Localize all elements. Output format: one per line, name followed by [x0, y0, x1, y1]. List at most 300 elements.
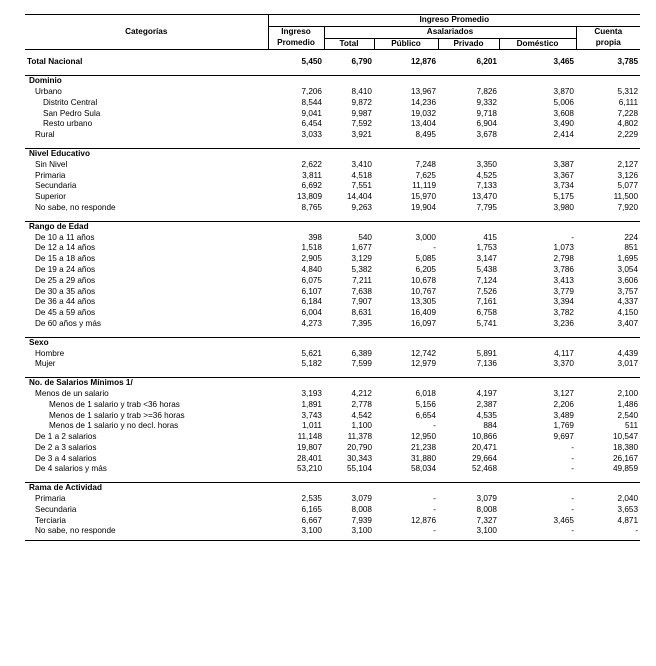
cell-privado: 7,795	[476, 202, 497, 212]
table-row	[25, 119, 640, 130]
cell-privado: 5,891	[476, 348, 497, 358]
table-row	[25, 494, 640, 505]
cell-total: 4,542	[351, 410, 372, 420]
cell-publico: 16,097	[410, 318, 436, 328]
cell-domestico: -	[571, 526, 574, 536]
section-header-row	[25, 221, 640, 232]
cell-cuenta-propia: 2,229	[617, 130, 639, 140]
cell-cuenta-propia: 18,380	[613, 442, 639, 452]
row-label: Secundaria	[35, 181, 77, 191]
table-row	[25, 400, 640, 411]
cell-domestico: 3,370	[553, 359, 574, 369]
cell-cuenta-propia: 224	[624, 232, 639, 242]
cell-cuenta-propia: 2,127	[617, 159, 639, 169]
section-title: Rango de Edad	[25, 221, 268, 232]
cell-total: 7,395	[351, 318, 372, 328]
row-label: De 30 a 35 años	[35, 286, 96, 296]
cell-cuenta-propia: 4,439	[617, 348, 639, 358]
table-row	[25, 287, 640, 298]
cell-publico: 6,654	[415, 410, 436, 420]
cell-privado: 7,826	[476, 86, 497, 96]
cell-cuenta-propia: 5,312	[617, 86, 639, 96]
row-label: De 12 a 14 años	[35, 243, 96, 253]
table-row	[25, 243, 640, 254]
table-row	[25, 389, 640, 400]
row-label: De 15 a 18 años	[35, 254, 96, 264]
cell-publico: 19,904	[410, 202, 436, 212]
cell-total: 4,518	[351, 170, 372, 180]
cell-publico: 3,000	[415, 232, 436, 242]
cell-domestico: 3,413	[553, 275, 574, 285]
table-row	[25, 359, 640, 370]
row-label: Urbano	[35, 86, 62, 96]
table-header	[25, 15, 640, 50]
cell-privado: 7,526	[476, 286, 497, 296]
cell-ingreso-promedio: 8,765	[301, 202, 322, 212]
cell-publico: 8,495	[415, 130, 436, 140]
cell-domestico: 3,786	[553, 264, 574, 274]
cell-cuenta-propia: 4,802	[617, 119, 639, 129]
row-label: Menos de un salario	[35, 388, 109, 398]
row-label: Sin Nivel	[35, 159, 68, 169]
header-ingreso-promedio: Ingreso Promedio	[268, 15, 640, 27]
header-domestico: Doméstico	[499, 38, 576, 50]
cell-total: 9,987	[351, 108, 372, 118]
row-label: Resto urbano	[43, 119, 93, 129]
cell-domestico: 5,006	[553, 97, 574, 107]
cell-cuenta-propia: -	[635, 526, 639, 536]
cell-total: 9,872	[351, 97, 372, 107]
cell-domestico: 3,465	[553, 57, 574, 67]
cell-domestico: -	[571, 504, 574, 514]
section-header-row	[25, 378, 640, 389]
cell-privado: 3,079	[476, 494, 497, 504]
cell-total: 4,212	[351, 388, 372, 398]
cell-privado: 4,525	[476, 170, 497, 180]
cell-ingreso-promedio: 4,840	[301, 264, 322, 274]
cell-total: 6,389	[351, 348, 372, 358]
cell-publico: 7,248	[415, 159, 436, 169]
cell-domestico: -	[571, 494, 574, 504]
cell-publico: 10,678	[410, 275, 436, 285]
cell-cuenta-propia: 4,337	[617, 297, 639, 307]
cell-total: 20,790	[346, 442, 372, 452]
table-row	[25, 276, 640, 287]
cell-ingreso-promedio: 3,193	[301, 388, 322, 398]
cell-domestico: 3,980	[553, 202, 574, 212]
table-row	[25, 411, 640, 422]
row-label: De 36 a 44 años	[35, 297, 96, 307]
cell-publico: 5,156	[415, 399, 436, 409]
cell-ingreso-promedio: 28,401	[296, 453, 322, 463]
cell-privado: 5,741	[476, 318, 497, 328]
table-row	[25, 265, 640, 276]
table-row	[25, 349, 640, 360]
cell-ingreso-promedio: 4,273	[301, 318, 322, 328]
header-promedio: Promedio	[268, 38, 324, 50]
cell-publico: 16,409	[410, 308, 436, 318]
cell-cuenta-propia: 3,126	[617, 170, 639, 180]
cell-publico: 31,880	[410, 453, 436, 463]
cell-ingreso-promedio: 6,184	[301, 297, 322, 307]
cell-privado: 9,332	[476, 97, 497, 107]
cell-total: 3,079	[351, 494, 372, 504]
cell-total: 3,100	[351, 526, 372, 536]
total-row	[25, 57, 640, 68]
cell-publico: -	[433, 421, 436, 431]
cell-domestico: -	[571, 453, 574, 463]
row-label: Total Nacional	[27, 57, 83, 67]
row-label: Superior	[35, 192, 66, 202]
row-label: De 60 años y más	[35, 318, 101, 328]
cell-publico: 13,404	[410, 119, 436, 129]
cell-total: 7,211	[352, 275, 372, 285]
table-row	[25, 192, 640, 203]
row-label: De 25 a 29 años	[35, 275, 96, 285]
table-row	[25, 464, 640, 475]
cell-domestico: 2,414	[553, 130, 574, 140]
table-body	[25, 50, 640, 541]
cell-domestico: 1,769	[553, 421, 574, 431]
cell-domestico: -	[571, 232, 574, 242]
cell-privado: 7,136	[476, 359, 497, 369]
cell-cuenta-propia: 3,017	[617, 359, 639, 369]
table-row	[25, 516, 640, 527]
cell-ingreso-promedio: 3,100	[301, 526, 322, 536]
cell-ingreso-promedio: 19,807	[296, 442, 322, 452]
cell-privado: 13,470	[471, 192, 497, 202]
section-title: Sexo	[25, 337, 268, 348]
cell-cuenta-propia: 511	[624, 421, 639, 431]
row-label: De 3 a 4 salarios	[35, 453, 97, 463]
cell-publico: 6,205	[415, 264, 436, 274]
cell-privado: 3,147	[476, 254, 497, 264]
cell-total: 14,404	[346, 192, 372, 202]
cell-domestico: 3,236	[553, 318, 574, 328]
cell-total: 1,100	[351, 421, 372, 431]
cell-total: 1,677	[351, 243, 372, 253]
cell-publico: -	[433, 494, 436, 504]
cell-publico: -	[433, 243, 436, 253]
table-row	[25, 203, 640, 214]
table-row	[25, 98, 640, 109]
cell-domestico: 3,127	[553, 388, 574, 398]
cell-ingreso-promedio: 3,811	[302, 170, 322, 180]
cell-cuenta-propia: 6,111	[618, 97, 639, 107]
row-label: Hombre	[35, 348, 65, 358]
header-propia: propia	[576, 38, 640, 50]
cell-cuenta-propia: 49,859	[613, 464, 639, 474]
cell-publico: 7,625	[415, 170, 436, 180]
cell-ingreso-promedio: 53,210	[296, 464, 322, 474]
cell-ingreso-promedio: 398	[308, 232, 322, 242]
cell-publico: 13,967	[410, 86, 436, 96]
cell-publico: 10,767	[410, 286, 436, 296]
cell-ingreso-promedio: 6,075	[301, 275, 322, 285]
cell-privado: 2,387	[476, 399, 497, 409]
cell-domestico: 3,870	[553, 86, 574, 96]
cell-privado: 4,197	[476, 388, 497, 398]
table-row	[25, 254, 640, 265]
table-row	[25, 319, 640, 330]
table-row	[25, 443, 640, 454]
row-label: No sabe, no responde	[35, 526, 116, 536]
cell-domestico: 3,734	[553, 181, 574, 191]
cell-privado: 3,100	[476, 526, 497, 536]
row-label: Distrito Central	[43, 97, 98, 107]
cell-cuenta-propia: 3,785	[617, 57, 639, 67]
cell-cuenta-propia: 2,540	[617, 410, 639, 420]
row-label: De 1 a 2 salarios	[35, 432, 97, 442]
cell-domestico: 3,387	[553, 159, 574, 169]
cell-ingreso-promedio: 1,518	[301, 243, 322, 253]
cell-privado: 20,471	[471, 442, 497, 452]
cell-total: 9,263	[351, 202, 372, 212]
table-row	[25, 308, 640, 319]
cell-privado: 7,133	[476, 181, 497, 191]
row-label: Menos de 1 salario y no decl. horas	[49, 421, 179, 431]
cell-ingreso-promedio: 2,905	[301, 254, 322, 264]
cell-ingreso-promedio: 13,809	[296, 192, 322, 202]
cell-ingreso-promedio: 6,165	[301, 504, 322, 514]
cell-ingreso-promedio: 3,033	[301, 130, 322, 140]
table-row	[25, 130, 640, 141]
cell-total: 540	[358, 232, 372, 242]
cell-privado: 7,161	[476, 297, 497, 307]
cell-publico: 12,979	[410, 359, 436, 369]
cell-total: 8,410	[351, 86, 372, 96]
table-row	[25, 171, 640, 182]
cell-domestico: 3,779	[553, 286, 574, 296]
cell-ingreso-promedio: 8,544	[301, 97, 322, 107]
cell-ingreso-promedio: 6,667	[301, 515, 322, 525]
cell-privado: 29,664	[471, 453, 497, 463]
cell-total: 2,778	[351, 399, 372, 409]
table-row	[25, 421, 640, 432]
income-table	[25, 14, 640, 541]
cell-publico: -	[433, 504, 436, 514]
cell-cuenta-propia: 10,547	[613, 432, 639, 442]
header-ingreso: Ingreso	[268, 26, 324, 38]
cell-domestico: 3,608	[553, 108, 574, 118]
cell-domestico: 4,117	[554, 348, 574, 358]
cell-cuenta-propia: 5,077	[617, 181, 639, 191]
cell-total: 55,104	[346, 464, 372, 474]
header-publico: Público	[374, 38, 438, 50]
section-title: No. de Salarios Mínimos 1/	[25, 378, 268, 389]
cell-privado: 52,468	[471, 464, 497, 474]
cell-domestico: 2,206	[553, 399, 574, 409]
cell-privado: 3,678	[476, 130, 497, 140]
row-label: Mujer	[35, 359, 56, 369]
header-categorias: Categorías	[25, 15, 268, 50]
row-label: Primaria	[35, 494, 66, 504]
cell-publico: 21,238	[410, 442, 436, 452]
row-label: Rural	[35, 130, 55, 140]
cell-ingreso-promedio: 7,206	[301, 86, 322, 96]
cell-cuenta-propia: 4,150	[617, 308, 639, 318]
cell-publico: 6,018	[415, 388, 436, 398]
cell-domestico: 3,394	[553, 297, 574, 307]
cell-publico: 13,305	[410, 297, 436, 307]
cell-total: 7,939	[351, 515, 372, 525]
cell-ingreso-promedio: 1,011	[302, 421, 322, 431]
cell-cuenta-propia: 26,167	[613, 453, 639, 463]
cell-total: 7,907	[351, 297, 372, 307]
cell-cuenta-propia: 851	[624, 243, 639, 253]
cell-total: 5,382	[351, 264, 372, 274]
cell-publico: 12,950	[410, 432, 436, 442]
cell-domestico: 9,697	[553, 432, 574, 442]
cell-domestico: 3,367	[553, 170, 574, 180]
cell-domestico: 3,489	[553, 410, 574, 420]
cell-total: 8,631	[351, 308, 372, 318]
cell-publico: 15,970	[410, 192, 436, 202]
cell-ingreso-promedio: 6,107	[301, 286, 322, 296]
row-label: San Pedro Sula	[43, 108, 101, 118]
cell-ingreso-promedio: 5,621	[301, 348, 322, 358]
cell-cuenta-propia: 3,653	[617, 504, 639, 514]
cell-privado: 9,718	[476, 108, 497, 118]
section-header-row	[25, 337, 640, 348]
table-row	[25, 160, 640, 171]
cell-total: 3,129	[351, 254, 372, 264]
cell-publico: 14,236	[410, 97, 436, 107]
cell-total: 6,790	[351, 57, 372, 67]
cell-publico: 58,034	[410, 464, 436, 474]
cell-total: 7,592	[351, 119, 372, 129]
cell-domestico: 3,465	[553, 515, 574, 525]
cell-publico: 11,119	[412, 181, 436, 191]
cell-privado: 1,753	[476, 243, 497, 253]
section-title: Nivel Educativo	[25, 148, 268, 159]
cell-ingreso-promedio: 6,004	[301, 308, 322, 318]
section-title: Dominio	[25, 76, 268, 87]
cell-privado: 884	[483, 421, 497, 431]
row-label: No sabe, no responde	[35, 202, 116, 212]
cell-domestico: 5,175	[553, 192, 574, 202]
cell-privado: 7,124	[476, 275, 497, 285]
row-label: De 2 a 3 salarios	[35, 442, 97, 452]
cell-ingreso-promedio: 2,535	[301, 494, 322, 504]
cell-total: 3,410	[351, 159, 372, 169]
cell-cuenta-propia: 11,500	[613, 192, 639, 202]
cell-cuenta-propia: 1,695	[617, 254, 639, 264]
row-label: Menos de 1 salario y trab >=36 horas	[49, 410, 185, 420]
cell-cuenta-propia: 2,040	[617, 494, 639, 504]
header-cuenta: Cuenta	[576, 26, 640, 38]
cell-publico: -	[433, 526, 436, 536]
cell-cuenta-propia: 3,606	[617, 275, 639, 285]
cell-total: 3,921	[351, 130, 372, 140]
cell-ingreso-promedio: 5,450	[301, 57, 322, 67]
row-label: De 4 salarios y más	[35, 464, 107, 474]
row-label: De 10 a 11 años	[35, 232, 95, 242]
cell-ingreso-promedio: 2,622	[301, 159, 322, 169]
cell-privado: 7,327	[476, 515, 497, 525]
cell-domestico: 3,782	[553, 308, 574, 318]
table-row	[25, 297, 640, 308]
cell-privado: 3,350	[476, 159, 497, 169]
cell-cuenta-propia: 1,486	[617, 399, 639, 409]
row-label: De 19 a 24 años	[35, 264, 96, 274]
cell-total: 7,551	[351, 181, 372, 191]
header-asalariados: Asalariados	[324, 26, 576, 38]
table-end-rule	[25, 537, 640, 541]
cell-domestico: 1,073	[553, 243, 574, 253]
income-table-container	[25, 14, 640, 541]
row-label: Menos de 1 salario y trab <36 horas	[49, 399, 180, 409]
table-row	[25, 109, 640, 120]
table-row	[25, 526, 640, 537]
cell-domestico: 3,490	[553, 119, 574, 129]
table-row	[25, 87, 640, 98]
table-row	[25, 505, 640, 516]
cell-privado: 8,008	[476, 504, 497, 514]
cell-ingreso-promedio: 6,454	[301, 119, 322, 129]
header-total: Total	[324, 38, 374, 50]
cell-publico: 12,876	[410, 515, 436, 525]
cell-total: 11,378	[347, 432, 372, 442]
cell-cuenta-propia: 3,054	[617, 264, 639, 274]
row-label: Secundaria	[35, 504, 77, 514]
row-label: Terciaria	[35, 515, 66, 525]
cell-publico: 12,876	[410, 57, 436, 67]
cell-ingreso-promedio: 5,182	[301, 359, 322, 369]
section-header-row	[25, 76, 640, 87]
cell-publico: 12,742	[410, 348, 436, 358]
cell-total: 30,343	[346, 453, 372, 463]
row-label: De 45 a 59 años	[35, 308, 96, 318]
cell-ingreso-promedio: 3,743	[301, 410, 322, 420]
cell-cuenta-propia: 7,228	[617, 108, 639, 118]
cell-ingreso-promedio: 11,148	[297, 432, 322, 442]
section-title: Rama de Actividad	[25, 483, 268, 494]
cell-domestico: -	[571, 442, 574, 452]
cell-domestico: 2,798	[553, 254, 574, 264]
cell-ingreso-promedio: 6,692	[301, 181, 322, 191]
cell-total: 8,008	[351, 504, 372, 514]
header-privado: Privado	[438, 38, 499, 50]
cell-total: 7,599	[351, 359, 372, 369]
cell-privado: 4,535	[476, 410, 497, 420]
cell-ingreso-promedio: 1,891	[301, 399, 322, 409]
cell-cuenta-propia: 3,407	[617, 318, 639, 328]
cell-cuenta-propia: 4,871	[617, 515, 639, 525]
cell-privado: 6,758	[476, 308, 497, 318]
table-row	[25, 181, 640, 192]
cell-publico: 5,085	[415, 254, 436, 264]
cell-total: 7,638	[351, 286, 372, 296]
cell-cuenta-propia: 3,757	[617, 286, 639, 296]
cell-privado: 5,438	[476, 264, 497, 274]
cell-privado: 10,866	[471, 432, 497, 442]
section-header-row	[25, 148, 640, 159]
cell-privado: 6,904	[476, 119, 497, 129]
table-row	[25, 454, 640, 465]
cell-privado: 6,201	[476, 57, 497, 67]
cell-privado: 415	[483, 232, 497, 242]
cell-cuenta-propia: 7,920	[617, 202, 639, 212]
cell-ingreso-promedio: 9,041	[301, 108, 322, 118]
table-row	[25, 432, 640, 443]
cell-domestico: -	[571, 464, 574, 474]
section-header-row	[25, 483, 640, 494]
cell-publico: 19,032	[410, 108, 436, 118]
row-label: Primaria	[35, 170, 66, 180]
cell-cuenta-propia: 2,100	[617, 388, 639, 398]
table-row	[25, 233, 640, 244]
